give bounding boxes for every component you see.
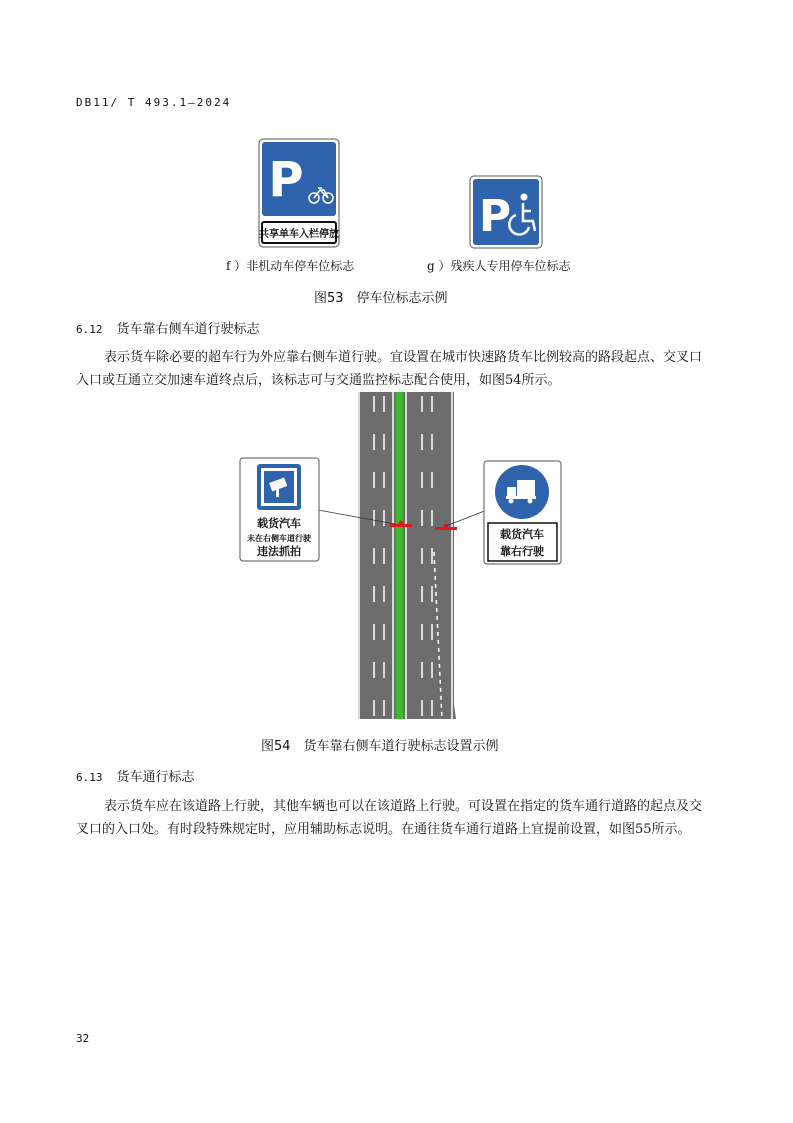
section-number: 6.13 — [76, 771, 103, 784]
caption-f: f ）非机动车停车位标志 — [226, 259, 355, 273]
section-6-12-heading — [76, 318, 260, 337]
section-6-12-paragraph: 表示货车除必要的超车行为外应靠右侧车道行驶。宜设置在城市快速路货车比例较高的路段起点、交叉口入口或互通立交加速车道终点后，该标志可与交通监控标志配合使用，如图54所示。 — [76, 350, 703, 388]
sign-line-2: 未在右侧车道行驶 — [247, 534, 311, 543]
figure-53-title: 图53 停车位标志示例 — [314, 291, 448, 306]
section-6-13-heading — [76, 766, 195, 785]
parking-letter: P — [268, 152, 304, 208]
parking-letter: P — [478, 191, 512, 242]
figure-54-title: 图54 货车靠右侧车道行驶标志设置示例 — [261, 739, 499, 754]
median-strip — [396, 392, 403, 719]
parking-sign-nonmotor — [258, 138, 340, 248]
sign-line-1: 载货汽车 — [257, 517, 301, 530]
truck-keep-right-sign — [484, 461, 561, 564]
page-number: 32 — [76, 1032, 90, 1045]
sign-line-3: 违法抓拍 — [257, 545, 301, 558]
sign-line-2: 靠右行驶 — [500, 545, 544, 558]
parking-sign-disabled — [469, 175, 543, 249]
standard-number: DB11/ T 493.1—2024 — [76, 96, 232, 109]
section-title: 货车靠右侧车道行驶标志 — [116, 322, 260, 337]
section-title: 货车通行标志 — [116, 770, 195, 785]
section-number: 6.12 — [76, 323, 103, 336]
sign-line-1: 载货汽车 — [500, 528, 544, 541]
camera-enforcement-sign — [240, 458, 319, 561]
caption-g: g ）残疾人专用停车位标志 — [427, 259, 571, 273]
plate-text: 共享单车入栏停放 — [259, 229, 339, 240]
section-6-13-paragraph: 表示货车应在该道路上行驶，其他车辆也可以在该道路上行驶。可设置在指定的货车通行道路的起点及交叉口的入口处。有时段特殊规定时，应用辅助标志说明。在通往货车通行道路上宜提前设置，如图55所示。 — [76, 799, 703, 837]
figure-54-road-diagram — [230, 392, 570, 720]
